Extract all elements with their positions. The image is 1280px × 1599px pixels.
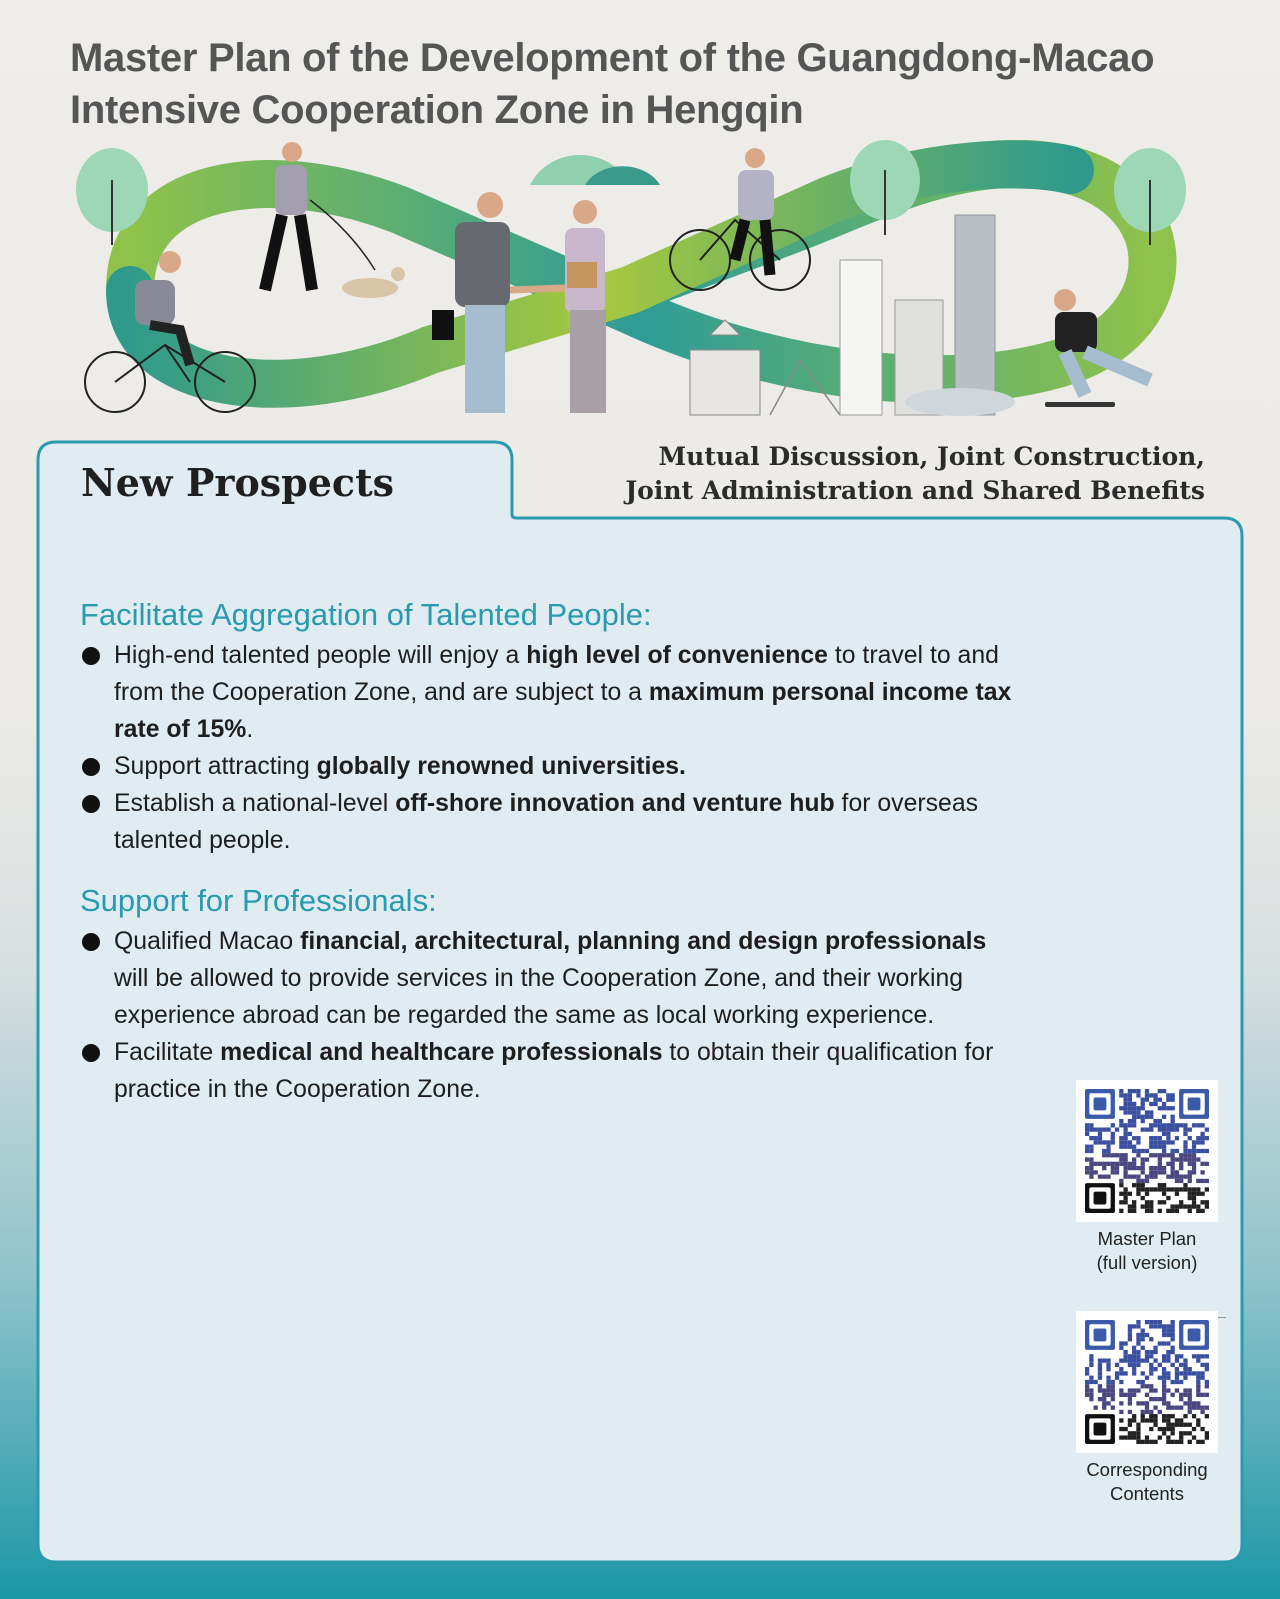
qr-code[interactable] xyxy=(1076,1080,1218,1222)
document-title xyxy=(70,32,1230,136)
card-content xyxy=(80,595,1020,1130)
professionals-section xyxy=(80,881,1020,1108)
hero-illustration xyxy=(70,140,1210,430)
body-text: Establish a national-level xyxy=(114,790,396,817)
emphasis-text: high level of convenience xyxy=(526,642,828,669)
motto-line-2: Joint Administration and Shared Benefits xyxy=(625,476,1205,505)
list-item xyxy=(80,748,1020,785)
qr-pattern xyxy=(1076,1080,1218,1222)
emphasis-text: financial, architectural, planning and design professionals xyxy=(300,928,987,955)
list-item xyxy=(80,785,1020,859)
list-item xyxy=(80,923,1020,1034)
body-text: to travel to and from the Cooperation Zone, and are subject to a xyxy=(114,642,999,706)
qr-master-plan[interactable] xyxy=(1074,1080,1220,1275)
emphasis-text: off-shore innovation and venture hub xyxy=(395,790,835,817)
qr-caption xyxy=(1074,1227,1220,1275)
body-text: Qualified Macao xyxy=(114,928,301,955)
motto-line-1: Mutual Discussion, Joint Construction, xyxy=(658,442,1205,471)
qr-code[interactable] xyxy=(1076,1311,1218,1453)
list-item xyxy=(80,637,1020,748)
section-heading: Facilitate Aggregation of Talented People: xyxy=(80,597,652,632)
qr-caption xyxy=(1074,1458,1220,1506)
section-heading: Support for Professionals: xyxy=(80,883,437,918)
emphasis-text: globally renowned universities. xyxy=(316,753,686,780)
qr-caption-line-2: (full version) xyxy=(1096,1252,1198,1273)
qr-caption-line-1: Corresponding xyxy=(1086,1459,1208,1480)
body-text: for overseas talented people. xyxy=(114,790,979,854)
title-line-1: Master Plan of the Development of the Guangdong-Macao xyxy=(70,36,1155,80)
body-text: Support attracting xyxy=(114,753,317,780)
qr-caption-line-1: Master Plan xyxy=(1097,1228,1197,1249)
emphasis-text: maximum personal income tax rate of 15% xyxy=(114,679,1012,743)
motto xyxy=(625,440,1205,508)
qr-pattern xyxy=(1076,1311,1218,1453)
emphasis-text: medical and healthcare professionals xyxy=(220,1039,663,1066)
body-text: . xyxy=(246,716,254,743)
body-text: Facilitate xyxy=(114,1039,221,1066)
body-text: to obtain their qualification for practice in the Cooperation Zone. xyxy=(114,1039,994,1103)
qr-corresponding-contents[interactable] xyxy=(1074,1311,1220,1506)
new-prospects-card xyxy=(36,440,1246,1564)
body-text: will be allowed to provide services in the Cooperation Zone, and their working experience abroad can be regarded the same as local working experience. xyxy=(114,965,964,1029)
list-item xyxy=(80,1034,1020,1108)
card-title: New Prospects xyxy=(81,460,395,505)
qr-caption-line-2: Contents xyxy=(1109,1483,1185,1504)
title-line-2: Intensive Cooperation Zone in Hengqin xyxy=(70,88,804,132)
body-text: High-end talented people will enjoy a xyxy=(114,642,527,669)
talent-section xyxy=(80,595,1020,859)
